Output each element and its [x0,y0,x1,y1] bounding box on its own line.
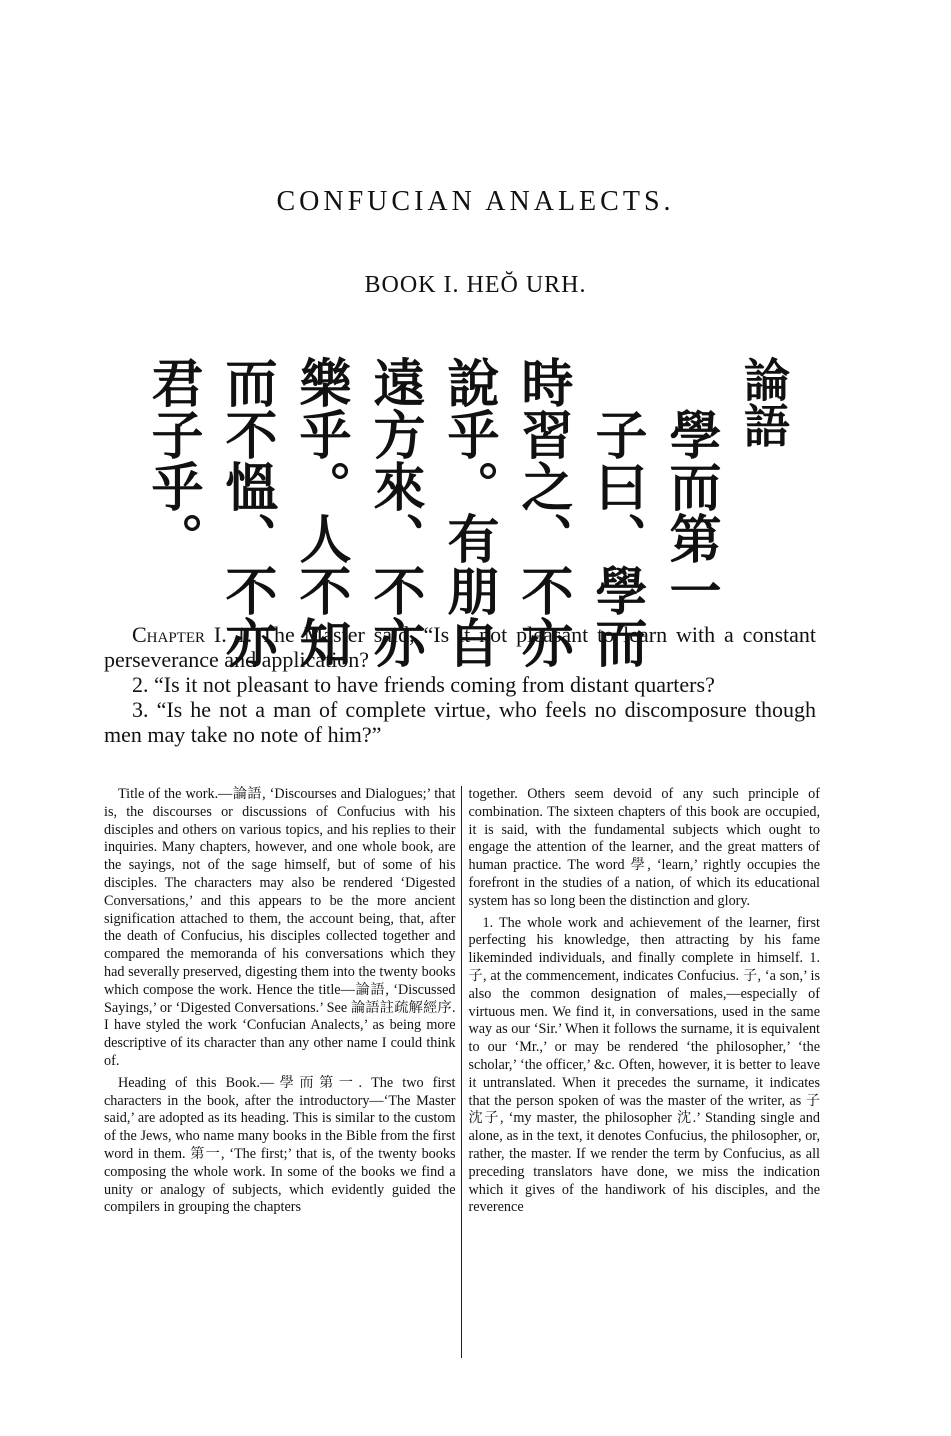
translation-paragraph-2: 2. “Is it not pleasant to have friends coming from distant quarters? [132,672,715,697]
commentary-paragraph: Heading of this Book.—學而第一. The two first characters in the book, after the introductory—‘The Master said,’ are adopted as its heading. This is similar to the custom of the Jews, who name many books in the Bible from the first word in them. 第一, ‘The first;’ that is, of the twenty books composing the whole work. In some of the books we find a unity or analogy of subjects, which evidently guided the compilers in grouping the chapters [104,1074,456,1216]
commentary-right-column [467,786,821,1358]
translation-paragraph-3: 3. “Is he not a man of complete virtue, who feels no discomposure though men may take no note of him?” [104,697,816,747]
chinese-column-text: 遠方來、不亦 [364,356,424,668]
chinese-column-text: 時習之、不亦 [512,356,572,668]
chinese-column-text: 君子乎。 [142,356,202,564]
chinese-column-text: 學而第一 [660,408,720,616]
commentary [104,786,820,1358]
translation-text: 1. The Master said, “Is it not pleasant to learn with a constant perseverance and application? [104,622,816,672]
chapter-label: Chapter I. [132,622,227,647]
book-heading: BOOK I. HEŎ URH. [364,272,587,298]
commentary-paragraph: 1. The whole work and achievement of the learner, first perfecting his knowledge, then attracting by his fame likeminded individuals, and finally complete in himself. 1. 子, at the commencement, indicates Confucius. 子, ‘a son,’ is also the common designation of males,—especially of virtuous men. We find it, in conversations, used in the same way as our ‘Sir.’ When it follows the surname, it is equivalent to our ‘Mr.,’ or may be rendered ‘the philosopher,’ ‘the scholar,’ ‘the officer,’ &c. Often, however, it is better to leave it untranslated. When it precedes the surname, it indicates that the person spoken of was the master of the writer, as 子沈子, ‘my master, the philosopher 沈.’ Standing single and alone, as in the text, it denotes Confucius, the philosopher, or, rather, the master. If we render the term by Confucius, as all preceding translators have done, we miss the indication which it gives of the handiwork of his disciples, and the reverence [468,914,820,1216]
commentary-left-column [104,786,456,1358]
chinese-column-text: 而不慍、不亦 [216,356,276,668]
page-title: CONFUCIAN ANALECTS. [276,186,675,217]
commentary-paragraph: together. Others seem devoid of any such principle of combination. The sixteen chapters of this book are occupied, it is said, with the fundamental subjects which ought to engage the attention of the learner, and the great matters of human practice. The word 學, ‘learn,’ rightly occupies the forefront in the studies of a nation, of which its educational system has so long been the distinction and glory. [468,786,820,909]
chinese-column-text: 樂乎。人不知 [290,356,350,668]
chinese-column-2 [654,408,726,616]
chinese-column-text: 子曰、學而 [586,408,646,668]
chinese-column-1 [728,356,800,448]
translation-paragraph-1 [104,622,816,672]
chinese-column-9 [136,356,208,564]
chinese-column-text: 說乎。有朋自 [438,356,498,668]
commentary-paragraph: Title of the work.—論語, ‘Discourses and Dialogues;’ that is, the discourses or discussions of Confucius with his disciples and others on various topics, and his replies to their inquiries. Many chapters, however, and one whole book, are the sayings, not of the sage himself, but of some of his disciples. The characters may also be rendered ‘Digested Conversations,’ and this appears to be the more ancient signification attached to them, the account being, that, after the death of Confucius, his disciples collected together and compared the memoranda of his conversations which they had severally preserved, digesting them into the twenty books which compose the work. Hence the title—論語, ‘Discussed Sayings,’ or ‘Digested Conversations.’ See 論語註疏解經序. I have styled the work ‘Confucian Analects,’ as being more descriptive of its character than any other name I could think of. [104,786,456,1069]
translation [104,622,816,747]
chinese-column-text: 論語 [737,356,791,448]
column-divider [461,786,462,1358]
